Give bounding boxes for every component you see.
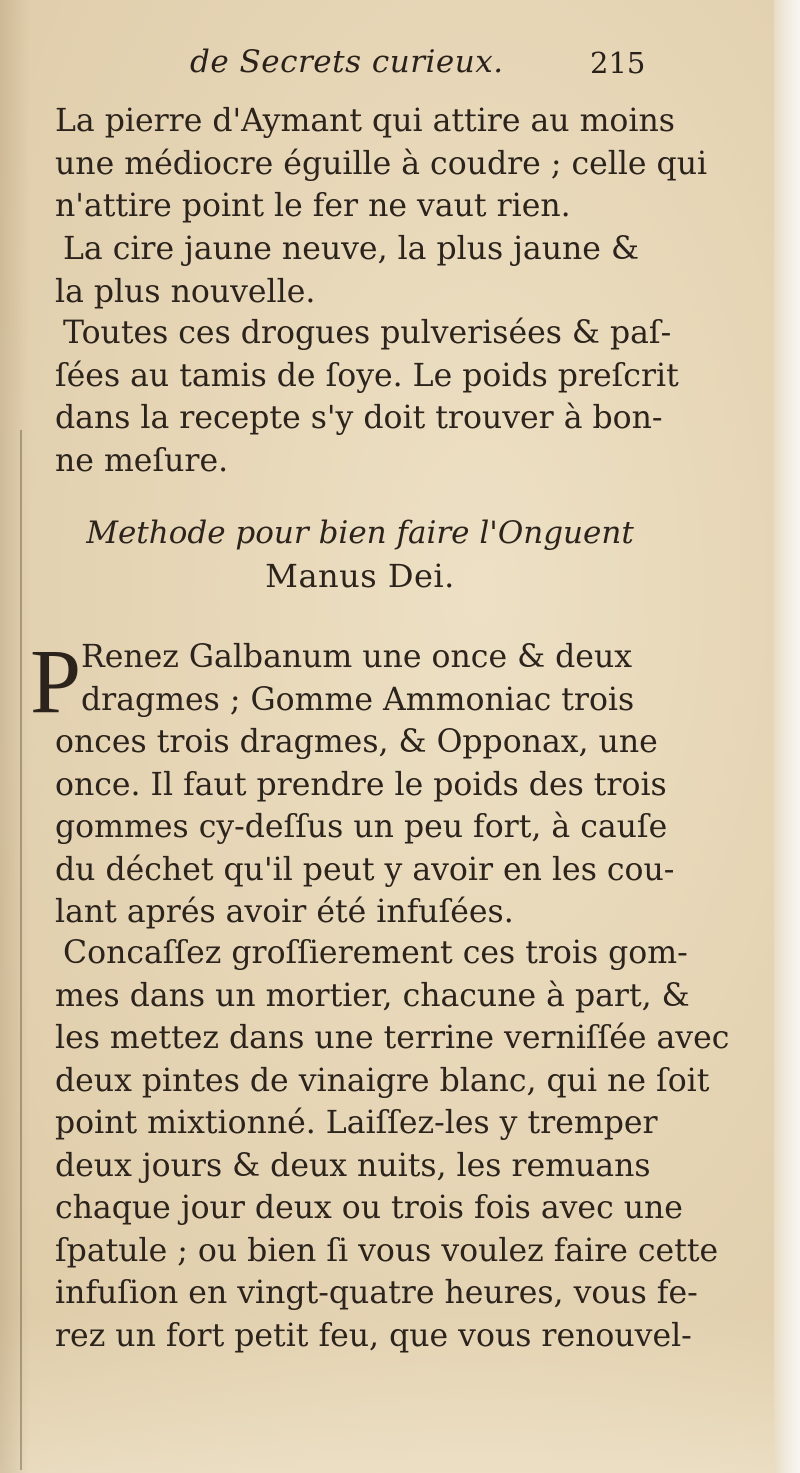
page-number: 215 <box>590 46 646 80</box>
paragraph-drugs <box>55 312 679 482</box>
text-line: La cire jaune neuve, la plus jaune & <box>63 231 639 267</box>
text-line: onces trois dragmes, & Opponax, une <box>55 724 658 760</box>
section-heading <box>55 512 665 598</box>
text-line: chaque jour deux ou trois fois avec une <box>55 1190 683 1226</box>
text-line: deux pintes de vinaigre blanc, qui ne ſoit <box>55 1062 710 1099</box>
text-line: once. Il faut prendre le poids des trois <box>55 766 667 803</box>
paragraph-recipe-ingredients <box>55 636 675 934</box>
text-line: Renez Galbanum une once & deux <box>81 639 633 675</box>
drop-cap: P <box>30 630 82 732</box>
page-edge <box>774 0 800 1473</box>
text-line: dans la recepte s'y doit trouver à bon- <box>55 400 663 436</box>
paragraph-yellow-wax <box>55 228 665 313</box>
text-line: Toutes ces drogues pulverisées & paſ- <box>63 315 672 351</box>
page-gutter-shadow <box>20 430 22 1470</box>
text-line: ne meſure. <box>55 442 229 479</box>
text-line: ſées au tamis de ſoye. Le poids preſcrit <box>55 357 679 394</box>
text-line: dragmes ; Gomme Ammoniac trois <box>81 681 635 718</box>
text-line: Concaſſez groſſierement ces trois gom- <box>63 935 688 971</box>
page-header <box>55 44 655 100</box>
text-line: rez un fort petit feu, que vous renouvel- <box>55 1317 692 1354</box>
text-line: la plus nouvelle. <box>55 273 316 310</box>
section-heading-italic: Methode pour bien faire l'Onguent <box>86 515 634 551</box>
text-line: une médiocre éguille à coudre ; celle qui <box>55 145 708 182</box>
text-line: infuſion en vingt-quatre heures, vous fe- <box>55 1275 698 1311</box>
text-line: n'attire point le fer ne vaut rien. <box>55 188 571 224</box>
text-line: lant aprés avoir été infuſées. <box>55 894 514 930</box>
section-heading-roman: Manus Dei. <box>265 557 455 595</box>
text-line: ſpatule ; ou bien ſi vous voulez faire cette <box>55 1232 719 1269</box>
text-line: gommes cy-deſſus un peu fort, à cauſe <box>55 809 668 845</box>
text-line: deux jours & deux nuits, les remuans <box>55 1147 651 1184</box>
paragraph-lodestone <box>55 100 708 228</box>
text-line: mes dans un mortier, chacune à part, & <box>55 977 690 1014</box>
text-line: les mettez dans une terrine verniſſée avec <box>55 1020 730 1056</box>
text-line: point mixtionné. Laiſſez-les y tremper <box>55 1105 658 1141</box>
running-title: de Secrets curieux. <box>190 44 504 80</box>
text-line: La pierre d'Aymant qui attire au moins <box>55 103 675 139</box>
paragraph-recipe-method <box>55 932 730 1357</box>
text-line: du déchet qu'il peut y avoir en les cou- <box>55 851 675 888</box>
